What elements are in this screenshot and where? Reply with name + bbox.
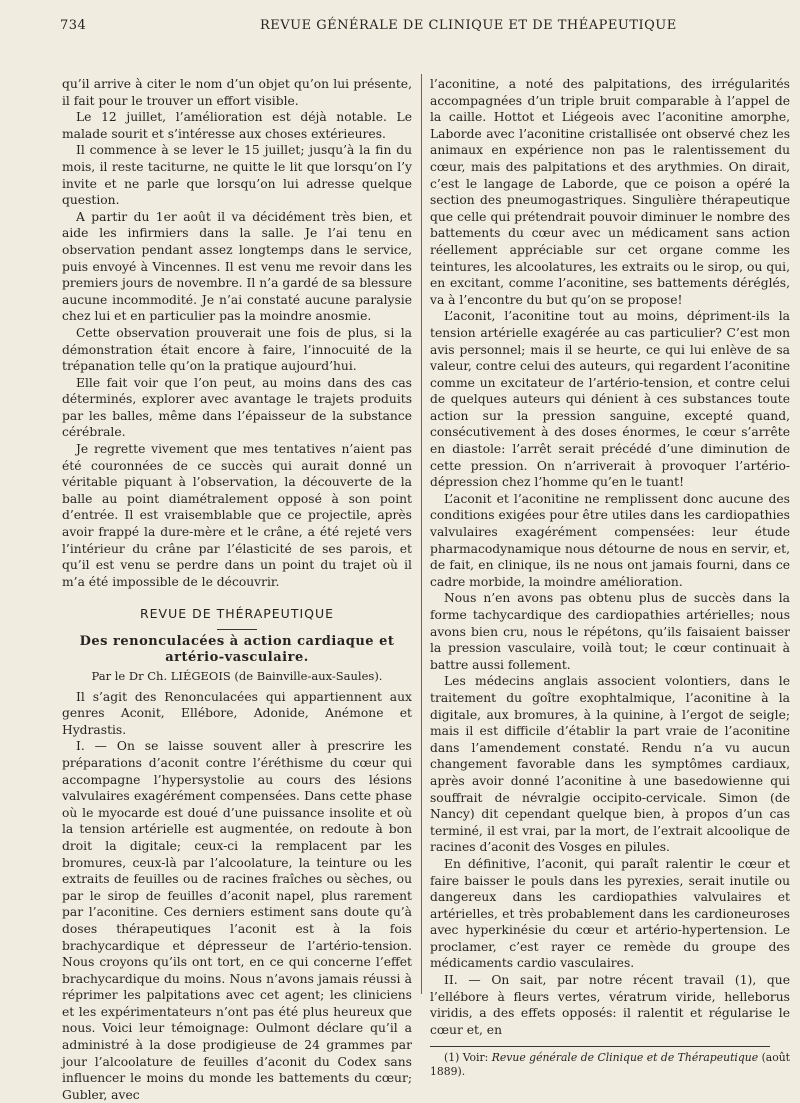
paragraph: En définitive, l’aconit, qui paraît ralentir le cœur et faire baisser le pouls dans les pyrexies, serait inutile ou dangereux dans les cardiopathies valvulaires et artérielles, et très probablement dans les cardioneuroses avec hyperkinésie du cœur et artério-hypertension. Le proclamer, c’est rayer ce remède du groupe des médicaments cardio vasculaires. xyxy=(430,856,790,971)
column-divider xyxy=(421,74,422,994)
paragraph: Je regrette vivement que mes tentatives n’aient pas été couronnées de ce succès qui aurait donné un véritable piquant à l’observation, la découverte de la balle au point diamétralement opposé à son point d’entrée. Il est vraisemblable que ce projectile, après avoir frappé la dure-mère et le crâne, a été rejeté vers l’intérieur du crâne par l’élasticité de ses parois, et qu’il est venu se perdre dans un point du trajet où il m’a été impossible de le découvrir. xyxy=(62,442,412,589)
paragraph: II. — On sait, par notre récent travail (1), que l’ellébore à fleurs vertes, vératrum viride, helleborus viridis, a des effets opposés: il ralentit et régularise le cœur et, en xyxy=(430,973,790,1037)
paragraph: A partir du 1er août il va décidément très bien, et aide les infirmiers dans la salle. Je l’ai tenu en observation pendant assez longtemps dans le service, puis envoyé à Vincennes. Il est venu me revoir dans les premiers jours de novembre. Il n’a gardé de sa blessure aucune incommodité. Je n’ai constaté aucune paralysie chez lui et en particulier pas la moindre anosmie. xyxy=(62,209,412,324)
section-rule xyxy=(217,629,257,630)
footnote-rule xyxy=(430,1046,770,1047)
paragraph: Les médecins anglais associent volontiers, dans le traitement du goître exophtalmique, l’aconitine à la digitale, aux bromures, à la quinine, à l’ergot de seigle; mais il est difficile d’établir la part vraie de l’aconitine dans l’amendement constaté. Rendu n’a vu aucun changement favorable dans les symptômes cardiaux, après avoir donné l’aconitine à une basedowienne qui souffrait de névralgie occipito-cervicale. Simon (de Nancy) dit cependant quelque bien, à propos d’un cas terminé, il est vrai, par la mort, de l’extrait alcoolique de racines d’aconit des Vosges en pilules. xyxy=(430,674,790,855)
page-number: 734 xyxy=(60,18,87,33)
paragraph: Il commence à se lever le 15 juillet; jusqu’à la fin du mois, il reste taciturne, ne quitte le lit que lorsqu’on l’y invite et ne parle que lorsqu’on lui adresse quelque question. xyxy=(62,143,412,208)
paragraph: L’aconit et l’aconitine ne remplissent donc aucune des conditions exigées pour être utiles dans les cardiopathies valvulaires exagérément compensées: leur étude pharmacodynamique nous détourne de nous en servir, et, de fait, en clinique, ils ne nous ont jamais fourni, dans ce cadre morbide, la moindre amélioration. xyxy=(430,491,790,589)
footnote-journal: Revue générale de Clinique et de Thérapeutique xyxy=(491,1051,759,1065)
paragraph: Cette observation prouverait une fois de plus, si la démonstration était encore à faire, l’innocuité de la trépanation telle qu’on la pratique aujourd’hui. xyxy=(62,325,412,374)
paragraph: Nous n’en avons pas obtenu plus de succès dans la forme tachycardique des cardiopathies artérielles; nous avons bien cru, nous le répétons, qu’ils faisaient baisser la pression vasculaire, voilà tout; le cœur continuait à battre aussi follement. xyxy=(430,591,790,672)
paragraph: l’aconitine, a noté des palpitations, des irrégularités accompagnées d’un triple bruit comparable à l’appel de la caille. Hottot et Liégeois avec l’aconitine amorphe, Laborde avec l’aconitine cristallisée ont observé chez les animaux en expérience non pas le ralentissement du cœur, mais des palpitations et des arythmies. On dirait, c’est le langage de Laborde, que ce poison a opéré la section des pneumogastriques. Singulière thérapeutique que celle qui prétendrait pouvoir diminuer le nombre des battements du cœur avec un médicament sans action réellement appréciable sur cet organe comme les teintures, les alcoolatures, les extraits ou le sirop, ou qui, en excitant, comme l’aconitine, ses battements déréglés, va à l’encontre du but qu’on se propose! xyxy=(430,77,790,307)
footnote-suffix: (août 1889). xyxy=(430,1051,791,1079)
paragraph: Il s’agit des Renonculacées qui appartiennent aux genres Aconit, Ellébore, Adonide, Anémone et Hydrastis. xyxy=(62,689,412,737)
section-title: REVUE DE THÉRAPEUTIQUE xyxy=(139,606,335,622)
article-title-line-2: artério-vasculaire. xyxy=(165,650,309,665)
article-byline: Par le Dr Ch. LIÉGEOIS (de Bainville-aux-Saules). xyxy=(91,669,383,683)
footnote xyxy=(430,1051,790,1079)
paragraph: Le 12 juillet, l’amélioration est déjà notable. Le malade sourit et s’intéresse aux choses extérieures. xyxy=(62,110,412,141)
footnote-prefix: (1) Voir: xyxy=(444,1051,492,1065)
paragraph: Elle fait voir que l’on peut, au moins dans des cas déterminés, explorer avec avantage le trajets produits par les balles, même dans l’épaisseur de la substance cérébrale. xyxy=(62,375,412,440)
left-column xyxy=(62,76,412,1103)
paragraph: qu’il arrive à citer le nom d’un objet qu’on lui présente, il fait pour le trouver un effort visible. xyxy=(62,77,412,108)
running-title: REVUE GÉNÉRALE DE CLINIQUE ET DE THÉAPEUTIQUE xyxy=(260,18,677,33)
page-header xyxy=(60,18,770,40)
paragraph: I. — On se laisse souvent aller à prescrire les préparations d’aconit contre l’éréthisme du cœur qui accompagne l’hypersystolie au cours des lésions valvulaires exagérément compensées. Dans cette phase où le myocarde est doué d’une puissance insolite et où la tension artérielle est augmentée, on redoute à bon droit la digitale; ceux-ci la remplacent par les bromures, ceux-là par l’alcoolature, la teinture ou les extraits de feuilles ou de racines fraîches ou sèches, ou par le sirop de feuilles d’aconit napel, plus rarement par l’aconitine. Ces derniers estiment sans doute qu’à doses thérapeutiques l’aconit est à la fois brachycardique et dépresseur de l’artério-tension. Nous croyons qu’ils ont tort, en ce qui concerne l’effet brachycardique du moins. Nous n’avons jamais réussi à réprimer les palpitations avec cet agent; les cliniciens et les expérimentateurs n’ont pas été plus heureux que nous. Voici leur témoignage: Oulmont déclare qu’il a administré à la dose prodigieuse de 24 grammes par jour l’alcoolature de feuilles d’aconit du Codex sans influencer le moins du monde les battements du cœur; Gubler, avec xyxy=(62,739,412,1102)
paragraph: L’aconit, l’aconitine tout au moins, dépriment-ils la tension artérielle exagérée au cas particulier? C’est mon avis personnel; mais il se heurte, ce qui lui enlève de sa valeur, contre celui des auteurs, qui regardent l’aconitine comme un excitateur de l’artério-tension, et contre celui de quelques auteurs qui dénient à ces substances toute action sur la pression sanguine, excepté quand, consécutivement à des doses énormes, le cœur s’arrête en diastole: l’arrêt serait précédé d’une diminution de cette pression. On n’arriverait à provoquer l’artério-dépression chez l’homme qu’en le tuant! xyxy=(430,309,790,490)
article-title-line-1: Des renonculacées à action cardiaque et xyxy=(79,634,395,649)
right-column xyxy=(430,76,790,1079)
